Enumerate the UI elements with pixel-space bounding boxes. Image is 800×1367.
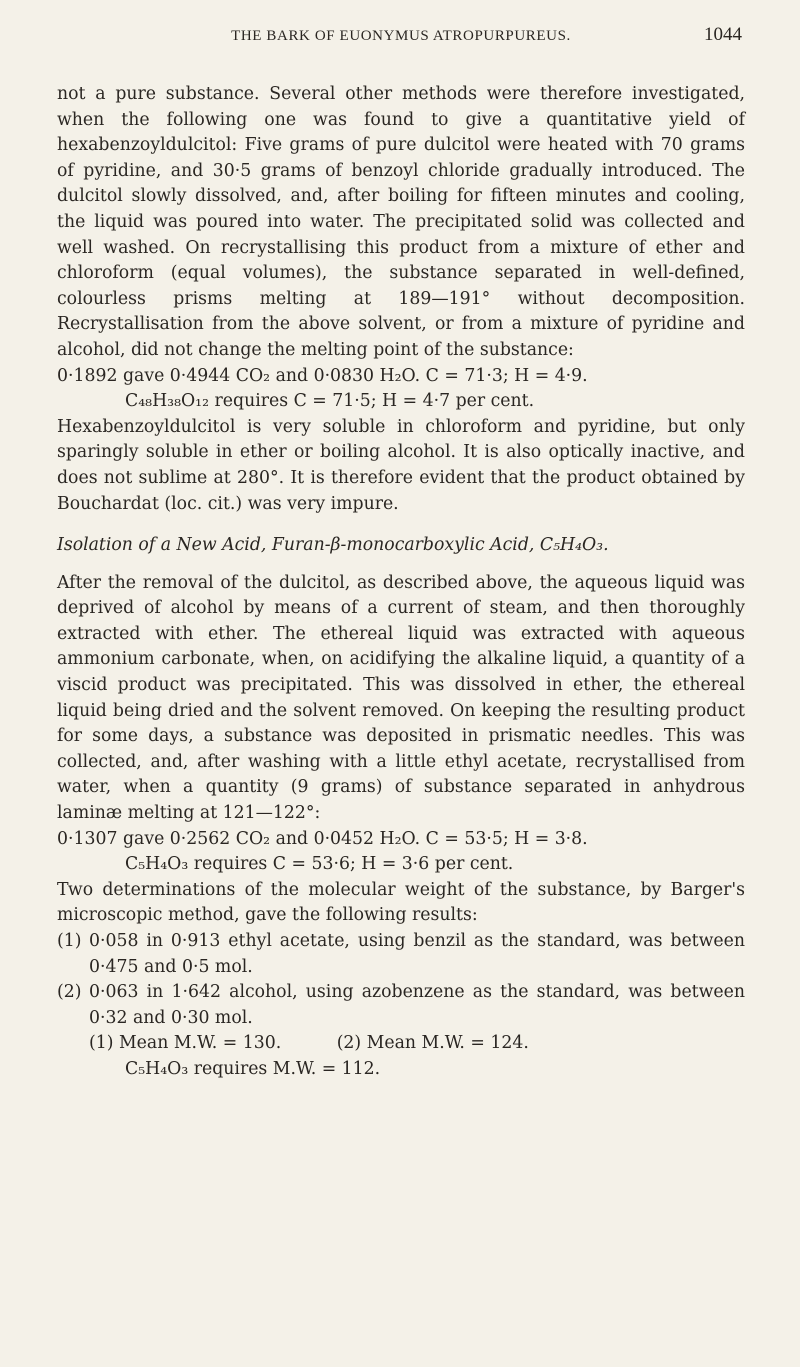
section-heading: Isolation of a New Acid, Furan-β-monocarboxylic Acid, C₅H₄O₃.	[57, 535, 609, 556]
paragraph-acid-isolation: After the removal of the dulcitol, as described above, the aqueous liquid was deprived of alcohol by means of a current of steam, and then thoroughly extracted with ether. The ethereal liquid was extracted with aqueous ammonium carbonate, when, on acidifying the alkaline liquid, a quantity of a viscid product was precipitated. This was dissolved in ether, the ethereal liquid being dried and the solvent removed. On keeping the resulting product for some days, a substance was deposited in prismatic needles. This was collected, and, after washing with a little ethyl acetate, recrystallised from water, when a quantity (9 grams) of substance separated in anhydrous laminæ melting at 121—122°:	[57, 572, 745, 824]
mean-1: (1) Mean M.W. = 130.	[89, 1033, 282, 1054]
page-header	[60, 22, 742, 52]
analysis-required-1: C₄₈H₃₈O₁₂ requires C = 71·5; H = 4·7 per cent.	[125, 391, 535, 412]
mean-values	[57, 1031, 745, 1057]
result-text: 0·063 in 1·642 alcohol, using azobenzene as the standard, was between 0·32 and 0·30 mol.	[89, 982, 745, 1028]
analysis-found-2: 0·1307 gave 0·2562 CO₂ and 0·0452 H₂O. C = 53·5; H = 3·8.	[57, 828, 588, 849]
result-item	[57, 980, 745, 1031]
running-title: THE BARK OF EUONYMUS ATROPURPUREUS.	[231, 28, 571, 44]
paragraph-hexabenzoyldulcitol-properties: Hexabenzoyldulcitol is very soluble in chloroform and pyridine, but only sparingly soluble in ether or boiling alcohol. It is also optically inactive, and does not sublime at 280°. It is therefore evident that the product obtained by Bouchardat (loc. cit.) was very impure.	[57, 416, 745, 514]
result-text: 0·058 in 0·913 ethyl acetate, using benzil as the standard, was between 0·475 and 0·5 mol.	[89, 931, 745, 977]
result-item	[57, 929, 745, 980]
mean-2: (2) Mean M.W. = 124.	[336, 1033, 529, 1054]
paragraph-molecular-weight: Two determinations of the molecular weight of the substance, by Barger's microscopic method, gave the following results:	[57, 879, 745, 926]
result-number: (2)	[57, 982, 82, 1003]
article-body	[57, 82, 745, 1083]
result-number: (1)	[57, 931, 82, 951]
page-number: 1044	[704, 24, 742, 45]
paragraph-dulcitol-preparation: not a pure substance. Several other methods were therefore investigated, when the following one was found to give a quantitative yield of hexabenzoyldulcitol: Five grams of pure dulcitol were heated with 70 grams of pyridine, and 30·5 grams of benzoyl chloride gradually introduced. The dulcitol slowly dissolved, and, after boiling for fifteen minutes and cooling, the liquid was poured into water. The precipitated solid was collected and well washed. On recrystallising this product from a mixture of ether and chloroform (equal volumes), the substance separated in well-defined, colourless prisms melting at 189—191° without decomposition. Recrystallisation from the above solvent, or from a mixture of pyridine and alcohol, did not change the melting point of the substance:	[57, 84, 745, 360]
analysis-found-1: 0·1892 gave 0·4944 CO₂ and 0·0830 H₂O. C = 71·3; H = 4·9.	[57, 365, 588, 386]
mw-required: C₅H₄O₃ requires M.W. = 112.	[125, 1058, 381, 1079]
analysis-required-2: C₅H₄O₃ requires C = 53·6; H = 3·6 per cent.	[125, 854, 514, 875]
